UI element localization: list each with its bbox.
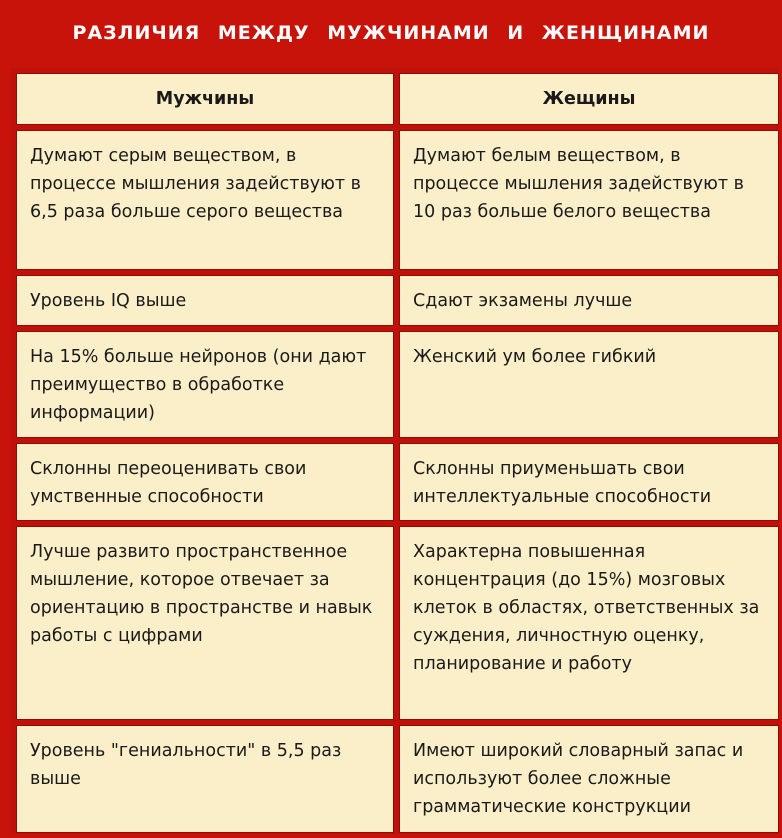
title-bar [0, 0, 782, 62]
cell-men: Лучше развито пространственное мышление, которое отвечает за ориентацию в пространстве и навык работы с цифрами [16, 526, 394, 720]
table-row [16, 130, 779, 270]
cell-women: Думают белым веществом, в процессе мышления задействуют в 10 раз больше белого вещества [399, 130, 779, 270]
table-row [16, 443, 779, 521]
cell-women: Склонны приуменьшать свои интеллектуальные способности [399, 443, 779, 521]
comparison-table [11, 68, 782, 838]
page-title: РАЗЛИЧИЯ МЕЖДУ МУЖЧИНАМИ И ЖЕНЩИНАМИ [72, 22, 710, 44]
comparison-table-container [11, 68, 779, 834]
column-header-men: Мужчины [16, 73, 394, 125]
column-header-women: Жещины [399, 73, 779, 125]
cell-men: На 15% больше нейронов (они дают преимущество в обработке информации) [16, 331, 394, 438]
cell-women: Женский ум более гибкий [399, 331, 779, 438]
table-row [16, 275, 779, 326]
table-row [16, 331, 779, 438]
cell-men: Уровень "гениальности" в 5,5 раз выше [16, 725, 394, 833]
cell-men: Уровень IQ выше [16, 275, 394, 326]
table-header-row [16, 73, 779, 125]
cell-men: Думают серым веществом, в процессе мышления задействуют в 6,5 раза больше серого вещества [16, 130, 394, 270]
cell-women: Сдают экзамены лучше [399, 275, 779, 326]
table-row [16, 526, 779, 720]
cell-women: Характерна повышенная концентрация (до 15%) мозговых клеток в областях, ответственных за суждения, личностную оценку, планирование и работу [399, 526, 779, 720]
cell-women: Имеют широкий словарный запас и используют более сложные грамматические конструкции [399, 725, 779, 833]
table-row [16, 725, 779, 833]
cell-men: Склонны переоценивать свои умственные способности [16, 443, 394, 521]
